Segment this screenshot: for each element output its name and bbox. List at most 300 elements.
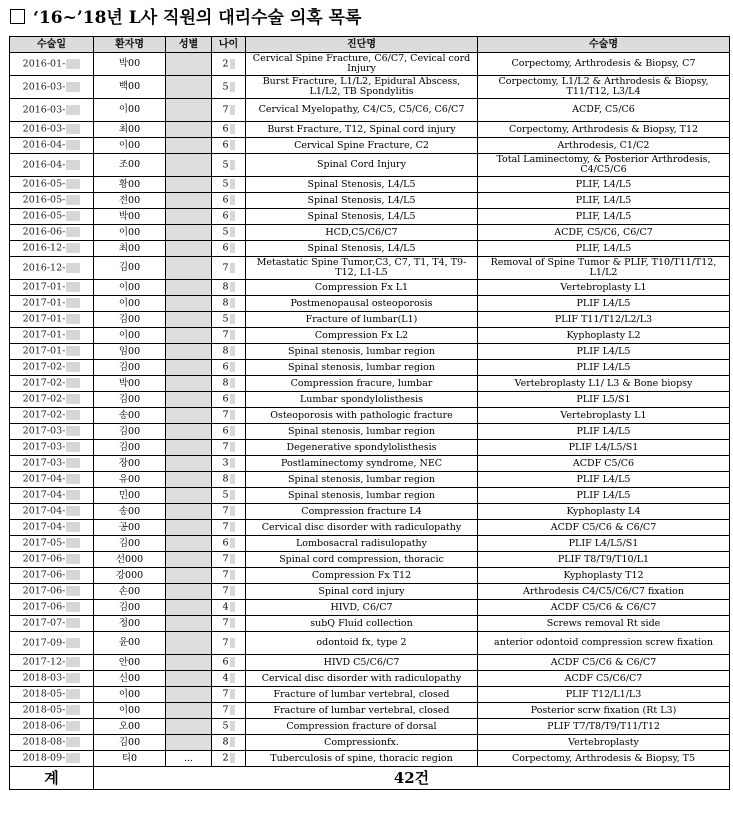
cell-patient xyxy=(94,76,166,99)
cell-surgery-text: ACDF C5/C6 & C6/C7 xyxy=(550,521,657,533)
cell-patient xyxy=(94,392,166,408)
redaction-mask xyxy=(66,657,80,667)
cell-surgery xyxy=(478,616,730,632)
cell-date xyxy=(10,472,94,488)
cell-patient xyxy=(94,376,166,392)
cell-gender xyxy=(166,504,212,520)
cell-date-text: 2017-06- xyxy=(22,585,66,597)
cell-age-text: 8 xyxy=(222,297,229,309)
cell-patient xyxy=(94,122,166,138)
cell-diagnosis-text: Cervical Myelopathy, C4/C5, C5/C6, C6/C7 xyxy=(258,104,465,115)
cell-gender xyxy=(166,440,212,456)
cell-surgery-text: PLIF T12/L1/L3 xyxy=(565,688,642,700)
cell-date xyxy=(10,703,94,719)
cell-diagnosis-text: Compressionfx. xyxy=(324,736,399,748)
redaction-mask xyxy=(66,140,80,150)
cell-gender xyxy=(166,671,212,687)
cell-age xyxy=(212,632,246,655)
cell-patient-text: 장00 xyxy=(118,457,141,469)
cell-patient-text: 박00 xyxy=(118,210,141,222)
cell-date-text: 2017-01- xyxy=(22,345,66,357)
cell-patient-text: 김00 xyxy=(118,736,141,748)
cell-surgery-text: PLIF T7/T8/T9/T11/T12 xyxy=(547,720,660,732)
cell-surgery-text: PLIF L4/L5/S1 xyxy=(568,537,639,549)
cell-date-text: 2017-01- xyxy=(22,313,66,325)
cell-date xyxy=(10,122,94,138)
cell-diagnosis-text: Spinal Cord Injury xyxy=(317,159,406,170)
cell-gender xyxy=(166,703,212,719)
cell-age xyxy=(212,154,246,177)
cell-age-text: 6 xyxy=(222,361,229,373)
cell-gender xyxy=(166,225,212,241)
cell-diagnosis-text: Postmenopausal osteoporosis xyxy=(290,297,433,309)
cell-surgery-text: ACDF C5/C6/C7 xyxy=(564,672,643,684)
cell-patient xyxy=(94,536,166,552)
cell-surgery xyxy=(478,360,730,376)
cell-age xyxy=(212,99,246,122)
cell-age xyxy=(212,520,246,536)
table-row xyxy=(10,735,730,751)
redaction-mask xyxy=(66,227,80,237)
cell-gender xyxy=(166,735,212,751)
cell-date-text: 2018-03- xyxy=(22,672,66,684)
cell-surgery-text: Kyphoplasty L2 xyxy=(566,329,641,341)
cell-surgery-text: Vertebroplasty L1 xyxy=(560,409,647,421)
cell-surgery xyxy=(478,584,730,600)
cell-diagnosis-text: HIVD, C6/C7 xyxy=(330,601,393,613)
redaction-mask xyxy=(66,211,80,221)
cell-date xyxy=(10,584,94,600)
cell-patient-text: 김00 xyxy=(118,537,141,549)
redaction-mask xyxy=(230,586,235,596)
col-header-age: 나이 xyxy=(212,37,246,53)
cell-surgery xyxy=(478,456,730,472)
cell-surgery xyxy=(478,376,730,392)
cell-date xyxy=(10,241,94,257)
cell-diagnosis xyxy=(246,751,478,767)
cell-surgery xyxy=(478,257,730,280)
cell-gender xyxy=(166,600,212,616)
cell-surgery xyxy=(478,225,730,241)
cell-gender xyxy=(166,408,212,424)
cell-age-text: 8 xyxy=(222,281,229,293)
cell-diagnosis-text: subQ Fluid collection xyxy=(310,617,413,629)
cell-date-text: 2017-04- xyxy=(22,489,66,501)
cell-patient xyxy=(94,488,166,504)
cell-surgery xyxy=(478,99,730,122)
cell-gender xyxy=(166,53,212,76)
cell-date xyxy=(10,53,94,76)
cell-gender xyxy=(166,520,212,536)
cell-gender xyxy=(166,472,212,488)
cell-diagnosis xyxy=(246,193,478,209)
cell-surgery xyxy=(478,735,730,751)
cell-gender xyxy=(166,296,212,312)
cell-patient-text: 이00 xyxy=(118,104,141,115)
cell-diagnosis xyxy=(246,568,478,584)
cell-age xyxy=(212,376,246,392)
cell-diagnosis-text: Spinal Stenosis, L4/L5 xyxy=(307,210,416,222)
cell-diagnosis xyxy=(246,472,478,488)
redaction-mask xyxy=(230,442,235,452)
cell-age-text: 7 xyxy=(222,409,229,421)
cell-diagnosis-text: Cervical Spine Fracture, C6/C7, Cevical cord Injury xyxy=(252,53,471,74)
cell-diagnosis xyxy=(246,392,478,408)
redaction-mask xyxy=(230,673,235,683)
cell-date xyxy=(10,536,94,552)
cell-surgery xyxy=(478,488,730,504)
cell-age xyxy=(212,568,246,584)
cell-surgery-text: Vertebroplasty xyxy=(568,736,639,748)
cell-date-text: 2018-06- xyxy=(22,720,66,732)
cell-patient xyxy=(94,177,166,193)
redaction-mask xyxy=(230,705,235,715)
table-row xyxy=(10,154,730,177)
table-row xyxy=(10,344,730,360)
table-header-row xyxy=(10,37,730,53)
cell-age-text: 6 xyxy=(222,393,229,405)
cell-diagnosis-text: Spinal stenosis, lumbar region xyxy=(287,425,436,437)
cell-age-text: 5 xyxy=(222,159,229,171)
cell-age xyxy=(212,138,246,154)
cell-patient xyxy=(94,360,166,376)
cell-date-text: 2016-03- xyxy=(22,123,66,135)
cell-surgery-text: PLIF L4/L5 xyxy=(576,489,631,501)
cell-surgery xyxy=(478,76,730,99)
cell-surgery xyxy=(478,424,730,440)
cell-diagnosis-text: Compression fracure, lumbar xyxy=(290,377,433,389)
cell-age-text: 5 xyxy=(222,81,229,93)
cell-date xyxy=(10,671,94,687)
cell-age xyxy=(212,177,246,193)
col-header-date: 수술일 xyxy=(10,37,94,53)
cell-date-text: 2017-04- xyxy=(22,521,66,533)
cell-age-text: 7 xyxy=(222,569,229,581)
cell-patient-text: 선000 xyxy=(115,553,144,565)
cell-diagnosis-text: Fracture of lumbar vertebral, closed xyxy=(273,688,450,700)
redaction-mask xyxy=(66,458,80,468)
cell-age-text: 7 xyxy=(222,104,229,116)
cell-date-text: 2017-02- xyxy=(22,409,66,421)
cell-date xyxy=(10,225,94,241)
redaction-mask xyxy=(66,160,80,170)
cell-surgery xyxy=(478,703,730,719)
cell-patient xyxy=(94,687,166,703)
cell-date xyxy=(10,296,94,312)
cell-date-text: 2017-04- xyxy=(22,473,66,485)
cell-date xyxy=(10,424,94,440)
redaction-mask xyxy=(230,160,235,170)
cell-date-text: 2016-03- xyxy=(22,81,66,93)
cell-patient-text: 송00 xyxy=(118,409,141,421)
table-row xyxy=(10,719,730,735)
cell-patient-text: 민00 xyxy=(118,489,141,501)
table-row xyxy=(10,193,730,209)
cell-patient-text: 이00 xyxy=(118,297,141,309)
cell-diagnosis-text: Spinal Stenosis, L4/L5 xyxy=(307,194,416,206)
table-row xyxy=(10,456,730,472)
cell-diagnosis-text: Cervical disc disorder with radiculopathy xyxy=(261,672,462,684)
cell-patient-text: 신00 xyxy=(118,672,141,684)
cell-date xyxy=(10,209,94,225)
cell-surgery-text: PLIF L4/L5 xyxy=(576,361,631,373)
cell-age xyxy=(212,600,246,616)
cell-age xyxy=(212,424,246,440)
redaction-mask xyxy=(66,263,80,273)
cell-gender xyxy=(166,719,212,735)
cell-surgery xyxy=(478,600,730,616)
cell-date xyxy=(10,616,94,632)
cell-gender xyxy=(166,655,212,671)
cell-patient-text: 유00 xyxy=(118,473,141,485)
cell-surgery-text: Vertebroplasty L1 xyxy=(560,281,647,293)
cell-diagnosis xyxy=(246,632,478,655)
cell-date xyxy=(10,360,94,376)
cell-patient-text: 공00 xyxy=(118,521,141,533)
cell-date-text: 2017-02- xyxy=(22,361,66,373)
cell-patient-text: 이00 xyxy=(118,139,141,151)
cell-diagnosis-text: Spinal cord injury xyxy=(318,585,405,597)
redaction-mask xyxy=(230,179,235,189)
cell-age-text: 8 xyxy=(222,377,229,389)
redaction-mask xyxy=(230,263,235,273)
cell-diagnosis xyxy=(246,280,478,296)
cell-date-text: 2017-12- xyxy=(22,656,66,668)
cell-date-text: 2016-04- xyxy=(22,139,66,151)
cell-date xyxy=(10,312,94,328)
cell-patient xyxy=(94,257,166,280)
cell-patient-text: 이00 xyxy=(118,226,141,238)
cell-age-text: 5 xyxy=(222,226,229,238)
cell-age-text: 5 xyxy=(222,720,229,732)
redaction-mask xyxy=(66,330,80,340)
cell-surgery-text: ACDF C5/C6 & C6/C7 xyxy=(550,656,657,668)
table-row xyxy=(10,600,730,616)
redaction-mask xyxy=(66,59,80,69)
cell-date xyxy=(10,488,94,504)
redaction-mask xyxy=(230,602,235,612)
cell-patient-text: 조00 xyxy=(118,159,141,170)
cell-diagnosis xyxy=(246,424,478,440)
cell-patient xyxy=(94,440,166,456)
cell-surgery-text: PLIF L4/L5 xyxy=(576,297,631,309)
table-row xyxy=(10,520,730,536)
redaction-mask xyxy=(66,346,80,356)
cell-date-text: 2017-06- xyxy=(22,569,66,581)
cell-diagnosis xyxy=(246,408,478,424)
cell-gender xyxy=(166,122,212,138)
cell-surgery-text: Total Laminectomy, & Posterior Arthrodesis, C4/C5/C6 xyxy=(496,154,711,175)
table-row xyxy=(10,616,730,632)
cell-gender xyxy=(166,257,212,280)
table-row xyxy=(10,280,730,296)
cell-diagnosis xyxy=(246,616,478,632)
table-row xyxy=(10,392,730,408)
redaction-mask xyxy=(230,105,235,115)
col-header-surgery: 수술명 xyxy=(478,37,730,53)
cell-surgery xyxy=(478,687,730,703)
cell-date-text: 2018-08- xyxy=(22,736,66,748)
cell-age-text: 4 xyxy=(222,672,229,684)
cell-patient-text: 최00 xyxy=(118,123,141,135)
cell-age xyxy=(212,53,246,76)
redaction-mask xyxy=(230,618,235,628)
cell-date xyxy=(10,568,94,584)
cell-age xyxy=(212,552,246,568)
cell-gender xyxy=(166,99,212,122)
cell-diagnosis xyxy=(246,328,478,344)
redaction-mask xyxy=(230,394,235,404)
redaction-mask xyxy=(66,673,80,683)
cell-surgery-text: PLIF, L4/L5 xyxy=(575,210,632,222)
cell-patient-text: 박00 xyxy=(118,377,141,389)
cell-age-text: 5 xyxy=(222,489,229,501)
cell-patient xyxy=(94,209,166,225)
cell-surgery xyxy=(478,671,730,687)
cell-surgery xyxy=(478,154,730,177)
cell-patient xyxy=(94,655,166,671)
redaction-mask xyxy=(66,689,80,699)
cell-diagnosis xyxy=(246,241,478,257)
cell-date xyxy=(10,408,94,424)
cell-surgery xyxy=(478,122,730,138)
cell-patient xyxy=(94,552,166,568)
col-header-gender: 성별 xyxy=(166,37,212,53)
cell-diagnosis-text: Compression fracture L4 xyxy=(301,505,422,517)
cell-surgery-text: PLIF L4/L5/S1 xyxy=(568,441,639,453)
cell-age xyxy=(212,735,246,751)
cell-patient xyxy=(94,504,166,520)
cell-date-text: 2018-09- xyxy=(22,752,66,764)
cell-gender xyxy=(166,241,212,257)
table-row xyxy=(10,328,730,344)
cell-diagnosis-text: Spinal stenosis, lumbar region xyxy=(287,473,436,485)
redaction-mask xyxy=(230,721,235,731)
cell-surgery xyxy=(478,392,730,408)
redaction-mask xyxy=(66,474,80,484)
cell-surgery xyxy=(478,504,730,520)
cell-date-text: 2016-03- xyxy=(22,104,66,116)
redaction-mask xyxy=(230,282,235,292)
cell-date xyxy=(10,138,94,154)
cell-gender xyxy=(166,536,212,552)
cell-date-text: 2016-01- xyxy=(22,58,66,70)
cell-diagnosis-text: HCD,C5/C6/C7 xyxy=(325,226,398,238)
cell-patient-text: 강000 xyxy=(115,569,144,581)
cell-date xyxy=(10,280,94,296)
cell-date-text: 2018-05- xyxy=(22,688,66,700)
cell-gender xyxy=(166,584,212,600)
redaction-mask xyxy=(230,211,235,221)
cell-diagnosis xyxy=(246,53,478,76)
cell-surgery xyxy=(478,408,730,424)
cell-age xyxy=(212,504,246,520)
cell-date xyxy=(10,655,94,671)
cell-patient xyxy=(94,193,166,209)
cell-patient xyxy=(94,99,166,122)
cell-date-text: 2017-06- xyxy=(22,601,66,613)
cell-date xyxy=(10,328,94,344)
redaction-mask xyxy=(66,737,80,747)
cell-patient xyxy=(94,568,166,584)
cell-patient-text: 이00 xyxy=(118,688,141,700)
cell-age xyxy=(212,703,246,719)
cell-surgery-text: PLIF L4/L5 xyxy=(576,473,631,485)
cell-surgery-text: Arthrodesis, C1/C2 xyxy=(557,139,650,151)
cell-surgery-text: Kyphoplasty T12 xyxy=(563,569,644,581)
cell-gender-text: ... xyxy=(183,752,194,764)
cell-age xyxy=(212,584,246,600)
redaction-mask xyxy=(66,618,80,628)
cell-diagnosis-text: Fracture of lumbar vertebral, closed xyxy=(273,704,450,716)
cell-patient xyxy=(94,312,166,328)
cell-age-text: 7 xyxy=(222,505,229,517)
redaction-mask xyxy=(230,140,235,150)
cell-date-text: 2017-02- xyxy=(22,393,66,405)
cell-date-text: 2017-02- xyxy=(22,377,66,389)
cell-diagnosis xyxy=(246,536,478,552)
cell-date xyxy=(10,600,94,616)
cell-date xyxy=(10,76,94,99)
cell-date xyxy=(10,751,94,767)
cell-surgery xyxy=(478,53,730,76)
cell-age-text: 7 xyxy=(222,637,229,649)
checkbox-square-icon xyxy=(10,9,25,24)
redaction-mask xyxy=(66,586,80,596)
cell-age xyxy=(212,687,246,703)
redaction-mask xyxy=(230,570,235,580)
cell-diagnosis xyxy=(246,504,478,520)
cell-diagnosis xyxy=(246,440,478,456)
redaction-mask xyxy=(230,426,235,436)
cell-surgery xyxy=(478,241,730,257)
cell-diagnosis-text: Compression fracture of dorsal xyxy=(286,720,437,732)
cell-patient xyxy=(94,225,166,241)
redaction-mask xyxy=(230,689,235,699)
cell-surgery xyxy=(478,280,730,296)
cell-patient xyxy=(94,53,166,76)
cell-age-text: 7 xyxy=(222,704,229,716)
table-row xyxy=(10,312,730,328)
cell-age xyxy=(212,122,246,138)
cell-gender xyxy=(166,76,212,99)
cell-patient-text: 윤00 xyxy=(118,637,141,648)
cell-surgery-text: anterior odontoid compression screw fixation xyxy=(494,637,713,648)
cell-surgery xyxy=(478,655,730,671)
total-row xyxy=(10,767,730,790)
cell-surgery-text: Kyphoplasty L4 xyxy=(566,505,641,517)
cell-age xyxy=(212,344,246,360)
table-row xyxy=(10,655,730,671)
cell-surgery-text: ACDF C5/C6 xyxy=(572,457,635,469)
redaction-mask xyxy=(230,298,235,308)
cell-patient xyxy=(94,671,166,687)
redaction-mask xyxy=(66,602,80,612)
cell-age-text: 2 xyxy=(222,752,229,764)
cell-surgery xyxy=(478,344,730,360)
cell-diagnosis-text: Burst Fracture, L1/L2, Epidural Abscess, L1/L2, TB Spondylitis xyxy=(262,76,461,97)
cell-patient xyxy=(94,241,166,257)
cell-gender xyxy=(166,456,212,472)
cell-age-text: 7 xyxy=(222,262,229,274)
cell-patient xyxy=(94,703,166,719)
table-row xyxy=(10,296,730,312)
cell-surgery-text: Arthrodesis C4/C5/C6/C7 fixation xyxy=(522,585,685,597)
cell-surgery xyxy=(478,138,730,154)
redaction-mask xyxy=(230,346,235,356)
cell-age-text: 8 xyxy=(222,345,229,357)
redaction-mask xyxy=(66,124,80,134)
